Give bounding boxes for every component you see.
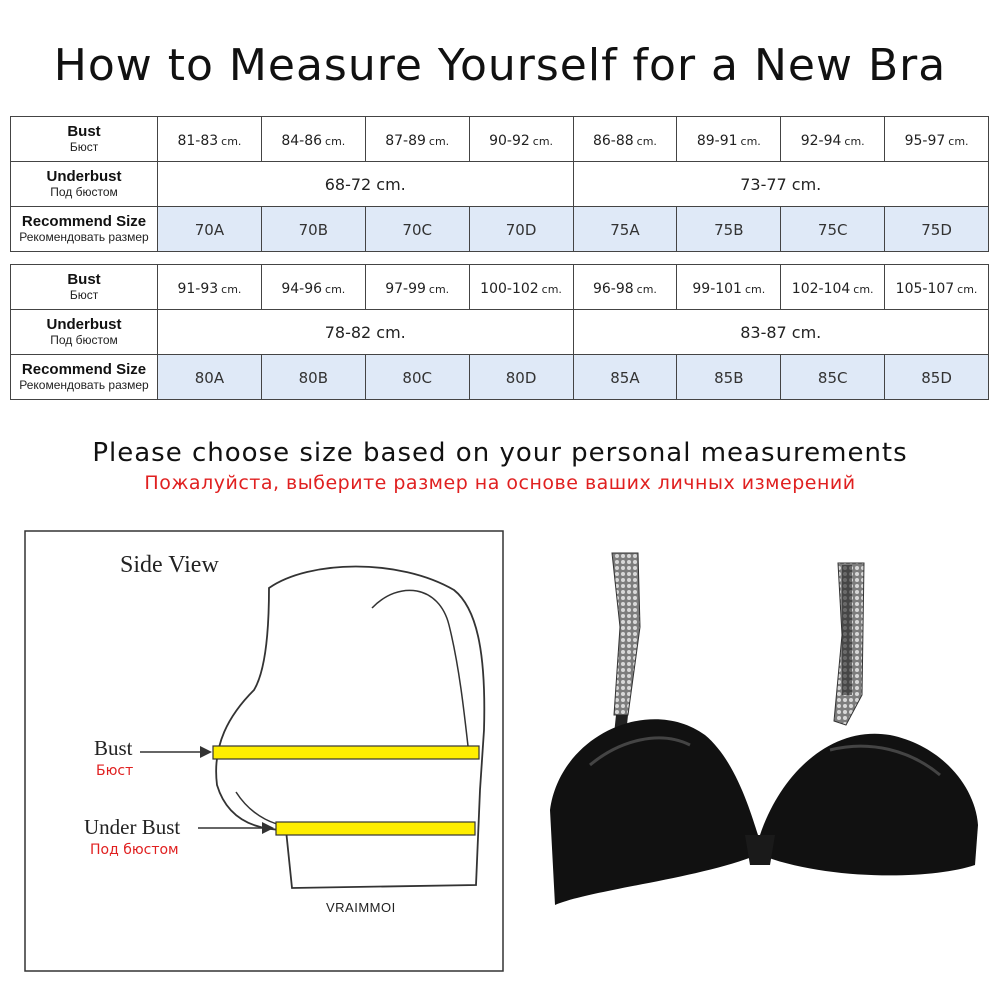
size-table-1: [10, 116, 989, 252]
bust-cell: 87-89 cm.: [365, 117, 469, 162]
bust-cell: 86-88 cm.: [573, 117, 677, 162]
left-cup: [550, 719, 758, 905]
recommend-row: [11, 207, 989, 252]
size-cell: 75A: [573, 207, 677, 252]
bust-cell: 84-86 cm.: [261, 117, 365, 162]
size-cell: 70D: [469, 207, 573, 252]
diagram-underbust-label-ru: Под бюстом: [90, 842, 179, 858]
recommend-row: [11, 355, 989, 400]
bust-cell: 92-94 cm.: [781, 117, 885, 162]
row-label: [11, 310, 158, 355]
size-cell: 85A: [573, 355, 677, 400]
product-image: [530, 535, 990, 975]
center-gore: [745, 835, 775, 865]
bust-row: [11, 117, 989, 162]
bust-cell: 91-93 cm.: [158, 265, 262, 310]
bust-cell: 94-96 cm.: [261, 265, 365, 310]
underbust-label: Underbust: [46, 316, 122, 333]
row-label: [11, 117, 158, 162]
underbust-label-ru: Под бюстом: [50, 185, 118, 199]
size-cell: 70C: [365, 207, 469, 252]
bust-label: Bust: [67, 123, 101, 140]
bust-label-ru: Бюст: [69, 288, 99, 302]
brand-label: VRAIMMOI: [326, 900, 396, 915]
size-cell: 70A: [158, 207, 262, 252]
page-title: How to Measure Yourself for a New Bra: [53, 40, 947, 91]
underbust-cell: 83-87 cm.: [573, 310, 989, 355]
size-note-ru: Пожалуйста, выберите размер на основе ваших личных измерений: [144, 472, 856, 494]
size-cell: 80A: [158, 355, 262, 400]
size-note: Please choose size based on your personal measurements: [92, 438, 908, 468]
bust-cell: 96-98 cm.: [573, 265, 677, 310]
size-cell: 80D: [469, 355, 573, 400]
measurement-diagram: [24, 530, 504, 972]
recommend-label-ru: Рекомендовать размер: [19, 378, 149, 392]
underbust-band: [276, 822, 475, 835]
diagram-underbust-label: Under Bust: [84, 815, 181, 839]
size-cell: 80C: [365, 355, 469, 400]
underbust-row: [11, 310, 989, 355]
row-label: [11, 207, 158, 252]
bust-cell: 89-91 cm.: [677, 117, 781, 162]
size-cell: 85C: [781, 355, 885, 400]
bust-cell: 95-97 cm.: [885, 117, 989, 162]
size-cell: 85B: [677, 355, 781, 400]
row-label: [11, 265, 158, 310]
recommend-label: Recommend Size: [21, 213, 147, 230]
diagram-bust-label-ru: Бюст: [96, 763, 134, 779]
bust-cell: 97-99 cm.: [365, 265, 469, 310]
bust-cell: 100-102 cm.: [469, 265, 573, 310]
recommend-label: Recommend Size: [21, 361, 147, 378]
size-cell: 80B: [261, 355, 365, 400]
size-table-2: [10, 264, 989, 400]
underbust-label-ru: Под бюстом: [50, 333, 118, 347]
right-cup: [760, 734, 978, 876]
recommend-label-ru: Рекомендовать размер: [19, 230, 149, 244]
size-cell: 75B: [677, 207, 781, 252]
size-cell: 75C: [781, 207, 885, 252]
underbust-row: [11, 162, 989, 207]
row-label: [11, 355, 158, 400]
bust-label: Bust: [67, 271, 101, 288]
underbust-cell: 73-77 cm.: [573, 162, 989, 207]
row-label: [11, 162, 158, 207]
bust-row: [11, 265, 989, 310]
right-strap-back: [842, 565, 852, 695]
underbust-label: Underbust: [46, 168, 122, 185]
bust-cell: 102-104 cm.: [781, 265, 885, 310]
size-cell: 85D: [885, 355, 989, 400]
size-cell: 70B: [261, 207, 365, 252]
bust-label-ru: Бюст: [69, 140, 99, 154]
bust-band: [213, 746, 479, 759]
bra-illustration: [530, 535, 990, 975]
size-cell: 75D: [885, 207, 989, 252]
bust-cell: 81-83 cm.: [158, 117, 262, 162]
bust-cell: 90-92 cm.: [469, 117, 573, 162]
underbust-cell: 68-72 cm.: [158, 162, 574, 207]
left-strap-rhinestone: [612, 553, 640, 715]
diagram-bust-label: Bust: [94, 736, 133, 760]
underbust-cell: 78-82 cm.: [158, 310, 574, 355]
bust-cell: 105-107 cm.: [885, 265, 989, 310]
side-view-label: Side View: [120, 552, 219, 578]
bust-cell: 99-101 cm.: [677, 265, 781, 310]
